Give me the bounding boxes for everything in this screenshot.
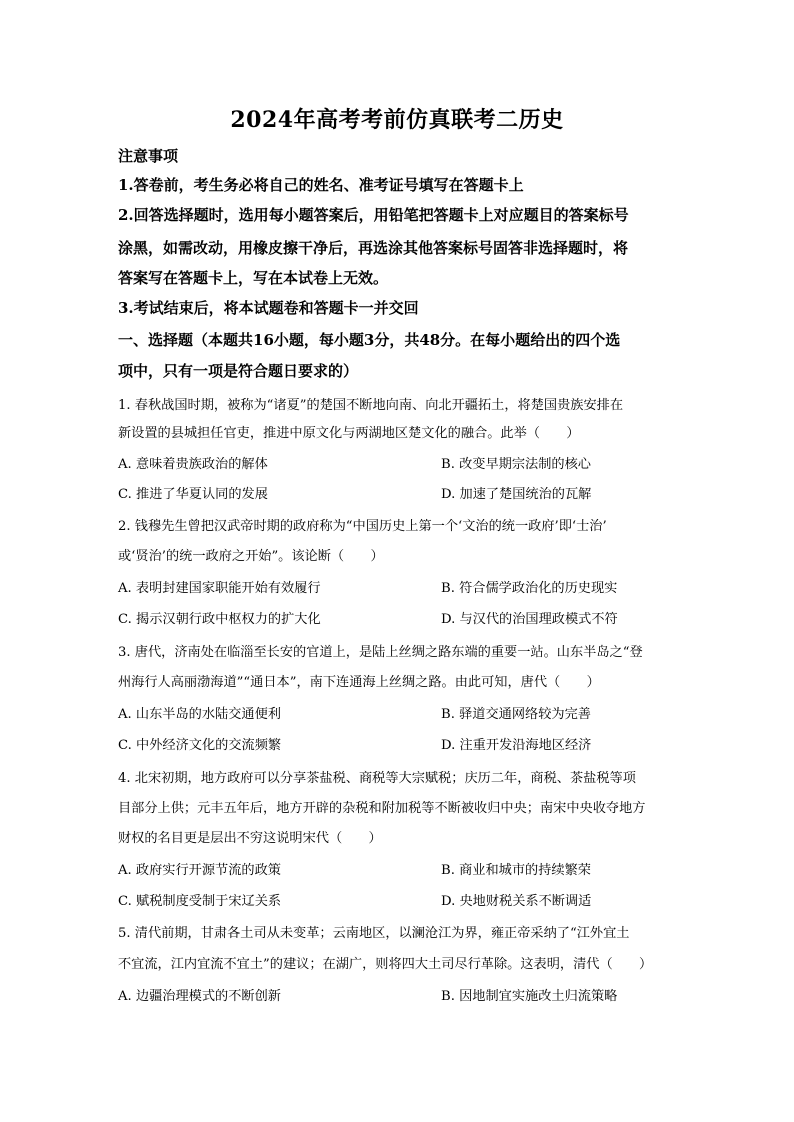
question-4-stem-line-2: 目部分上供；元丰五年后，地方开辟的杂税和附加税等不断被收归中央；南宋中央收夺地方 (118, 801, 646, 816)
question-3-option-c: C. 中外经济文化的交流频繁 (118, 738, 282, 753)
question-1-option-b: B. 改变早期宗法制的核心 (441, 457, 591, 472)
question-1-option-d: D. 加速了楚国统治的瓦解 (441, 487, 592, 502)
question-1-stem-line-2: 新设置的县城担任官吏，推进中原文化与两湖地区楚文化的融合。此举（ ） (118, 426, 580, 441)
question-3-stem-line-1: 3. 唐代，济南处在临淄至长安的官道上，是陆上丝绸之路东端的重要一站。山东半岛之“登 (118, 645, 643, 660)
question-5-stem-line-2: 不宜流，江内宜流不宜土”的建议；在湖广，则将四大土司尽行革除。这表明，清代（ ） (118, 957, 653, 972)
question-5-stem-line-1: 5. 清代前期，甘肃各土司从未变革；云南地区，以澜沧江为界，雍正帝采纳了“江外宜土 (118, 926, 630, 941)
question-1-option-c: C. 推进了华夏认同的发展 (118, 487, 268, 502)
question-2-stem-line-1: 2. 钱穆先生曾把汉武帝时期的政府称为“中国历史上第一个‘文治的统一政府’即‘士治’ (118, 519, 607, 534)
question-2-stem-line-2: 或‘贤治’的统一政府之开始”。该论断（ ） (118, 549, 384, 564)
question-3-option-d: D. 注重开发沿海地区经济 (441, 738, 592, 753)
notice-item-1: 1.答卷前，考生务必将自己的姓名、准考证号填写在答题卡上 (118, 176, 524, 194)
section-1-heading-line-2: 项中，只有一项是符合题日要求的） (118, 362, 359, 380)
question-2-option-b: B. 符合儒学政治化的历史现实 (441, 581, 618, 596)
question-2-option-a: A. 表明封建国家职能开始有效履行 (118, 581, 321, 596)
notice-heading: 注意事项 (118, 147, 179, 165)
question-4-option-b: B. 商业和城市的持续繁荣 (441, 863, 591, 878)
question-5-option-a: A. 边疆治理模式的不断创新 (118, 989, 281, 1004)
question-4-option-d: D. 央地财税关系不断调适 (441, 894, 592, 909)
question-4-stem-line-1: 4. 北宋初期，地方政府可以分享茶盐税、商税等大宗赋税；庆历二年，商税、茶盐税等项 (118, 771, 636, 786)
question-1-option-a: A. 意味着贵族政治的解体 (118, 457, 268, 472)
question-4-option-c: C. 赋税制度受制于宋辽关系 (118, 894, 282, 909)
notice-item-3: 3.考试结束后，将本试题卷和答题卡一并交回 (118, 299, 419, 317)
question-2-option-c: C. 揭示汉朝行政中枢权力的扩大化 (118, 612, 321, 627)
question-3-option-b: B. 驿道交通网络较为完善 (441, 707, 591, 722)
page-title: 2024年高考考前仿真联考二历史 (230, 107, 564, 133)
question-4-stem-line-3: 财权的名目更是层出不穷这说明宋代（ ） (118, 831, 382, 846)
notice-item-2-line-3: 答案写在答题卡上，写在本试卷上无效。 (118, 269, 389, 287)
section-1-heading-line-1: 一、选择题（本题共16小题，每小题3分，共48分。在每小题给出的四个选 (118, 331, 621, 349)
question-1-stem-line-1: 1. 春秋战国时期，被称为“诸夏”的楚国不断地向南、向北开疆拓土，将楚国贵族安排在 (118, 398, 624, 413)
question-3-stem-line-2: 州海行人高丽渤海道”“通日本”，南下连通海上丝绸之路。由此可知，唐代（ ） (118, 675, 600, 690)
question-3-option-a: A. 山东半岛的水陆交通便利 (118, 707, 281, 722)
notice-item-2-line-2: 涂黑，如需改动，用橡皮擦干净后，再选涂其他答案标号固答非选择题时，将 (118, 239, 629, 257)
notice-item-2-line-1: 2.回答选择题时，选用每小题答案后，用铅笔把答题卡上对应题目的答案标号 (118, 206, 629, 224)
question-5-option-b: B. 因地制宜实施改土归流策略 (441, 989, 618, 1004)
question-2-option-d: D. 与汉代的治国理政模式不符 (441, 612, 618, 627)
question-4-option-a: A. 政府实行开源节流的政策 (118, 863, 281, 878)
